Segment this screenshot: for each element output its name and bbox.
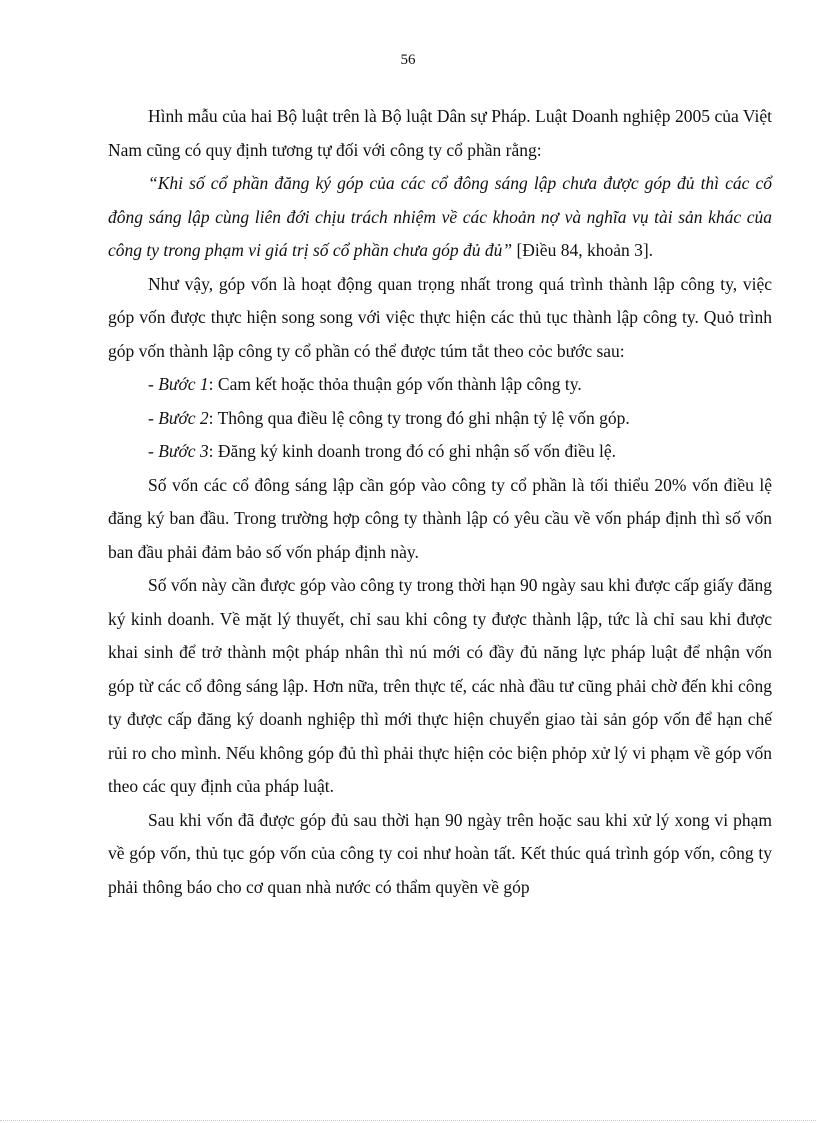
step-3-label: Bước 3 [158,441,209,461]
step-2-text: : Thông qua điều lệ công ty trong đó ghi nhận tỷ lệ vốn góp. [208,407,630,428]
paragraph-5: Sau khi vốn đã được góp đủ sau thời hạn 90 ngày trên hoặc sau khi xử lý xong vi phạm về góp vốn, thủ tục góp vốn của công ty coi như hoàn tất. Kết thúc quá trình góp vốn, công ty phải thông báo cho cơ quan nhà nước có thẩm quyền về góp [108,809,772,897]
page-bottom-border [0,1120,816,1121]
step-2-label: Bước 2 [158,407,209,428]
step-2-prefix: - [148,407,159,428]
step-3-text: : Đăng ký kinh doanh trong đó có ghi nhận số vốn điều lệ. [208,441,616,461]
quote-text: “Khi số cổ phần đăng ký góp của các cổ đông sáng lập chưa được góp đủ thì các cổ đông sáng lập cùng liên đới chịu trách nhiệm về các khoản nợ và nghĩa vụ tài sản khác của công ty trong phạm vi giá trị số cổ phần chưa góp đủ đủ” [108,173,772,260]
quote-paragraph [108,167,772,268]
step-1-text: : Cam kết hoặc thỏa thuận góp vốn thành lập công ty. [208,374,582,394]
paragraph-4: Số vốn này cần được góp vào công ty trong thời hạn 90 ngày sau khi được cấp giấy đăng ký kinh doanh. Về mặt lý thuyết, chỉ sau khi công ty được thành lập, tức là chỉ sau khi được khai sinh để trở thành một pháp nhân thì nú mới có đầy đủ năng lực pháp luật để nhận vốn góp từ các cổ đông sáng lập. Hơn nữa, trên thực tế, các nhà đầu tư cũng phải chờ đến khi công ty được cấp đăng ký doanh nghiệp thì mới thực hiện chuyển giao tài sản góp vốn để hạn chế rủi ro cho mình. Nếu không góp đủ thì phải thực hiện cỏc biện phỏp xử lý vi phạm về góp vốn theo các quy định của pháp luật. [108,575,772,796]
step-1-prefix: - [148,374,159,394]
step-3-prefix: - [148,441,159,461]
step-2 [108,402,772,436]
page-number: 56 [400,52,416,68]
step-1 [108,368,772,402]
step-1-label: Bước 1 [158,374,209,394]
document-body [108,100,772,904]
paragraph-1: Hình mẫu của hai Bộ luật trên là Bộ luật Dân sự Pháp. Luật Doanh nghiệp 2005 của Việt Nam cũng có quy định tương tự đối với công ty cổ phần rằng: [108,106,772,160]
paragraph-2: Như vậy, góp vốn là hoạt động quan trọng nhất trong quá trình thành lập công ty, việc góp vốn được thực hiện song song với việc thực hiện các thủ tục thành lập công ty. Quỏ trình góp vốn thành lập công ty cổ phần có thể được túm tắt theo cỏc bước sau: [108,273,772,361]
step-3 [108,435,772,469]
paragraph-3: Số vốn các cổ đông sáng lập cần góp vào công ty cổ phần là tối thiểu 20% vốn điều lệ đăng ký ban đầu. Trong trường hợp công ty thành lập có yêu cầu về vốn pháp định thì số vốn ban đầu phải đảm bảo số vốn pháp định này. [108,474,772,562]
quote-reference: [Điều 84, khoản 3]. [512,240,654,260]
